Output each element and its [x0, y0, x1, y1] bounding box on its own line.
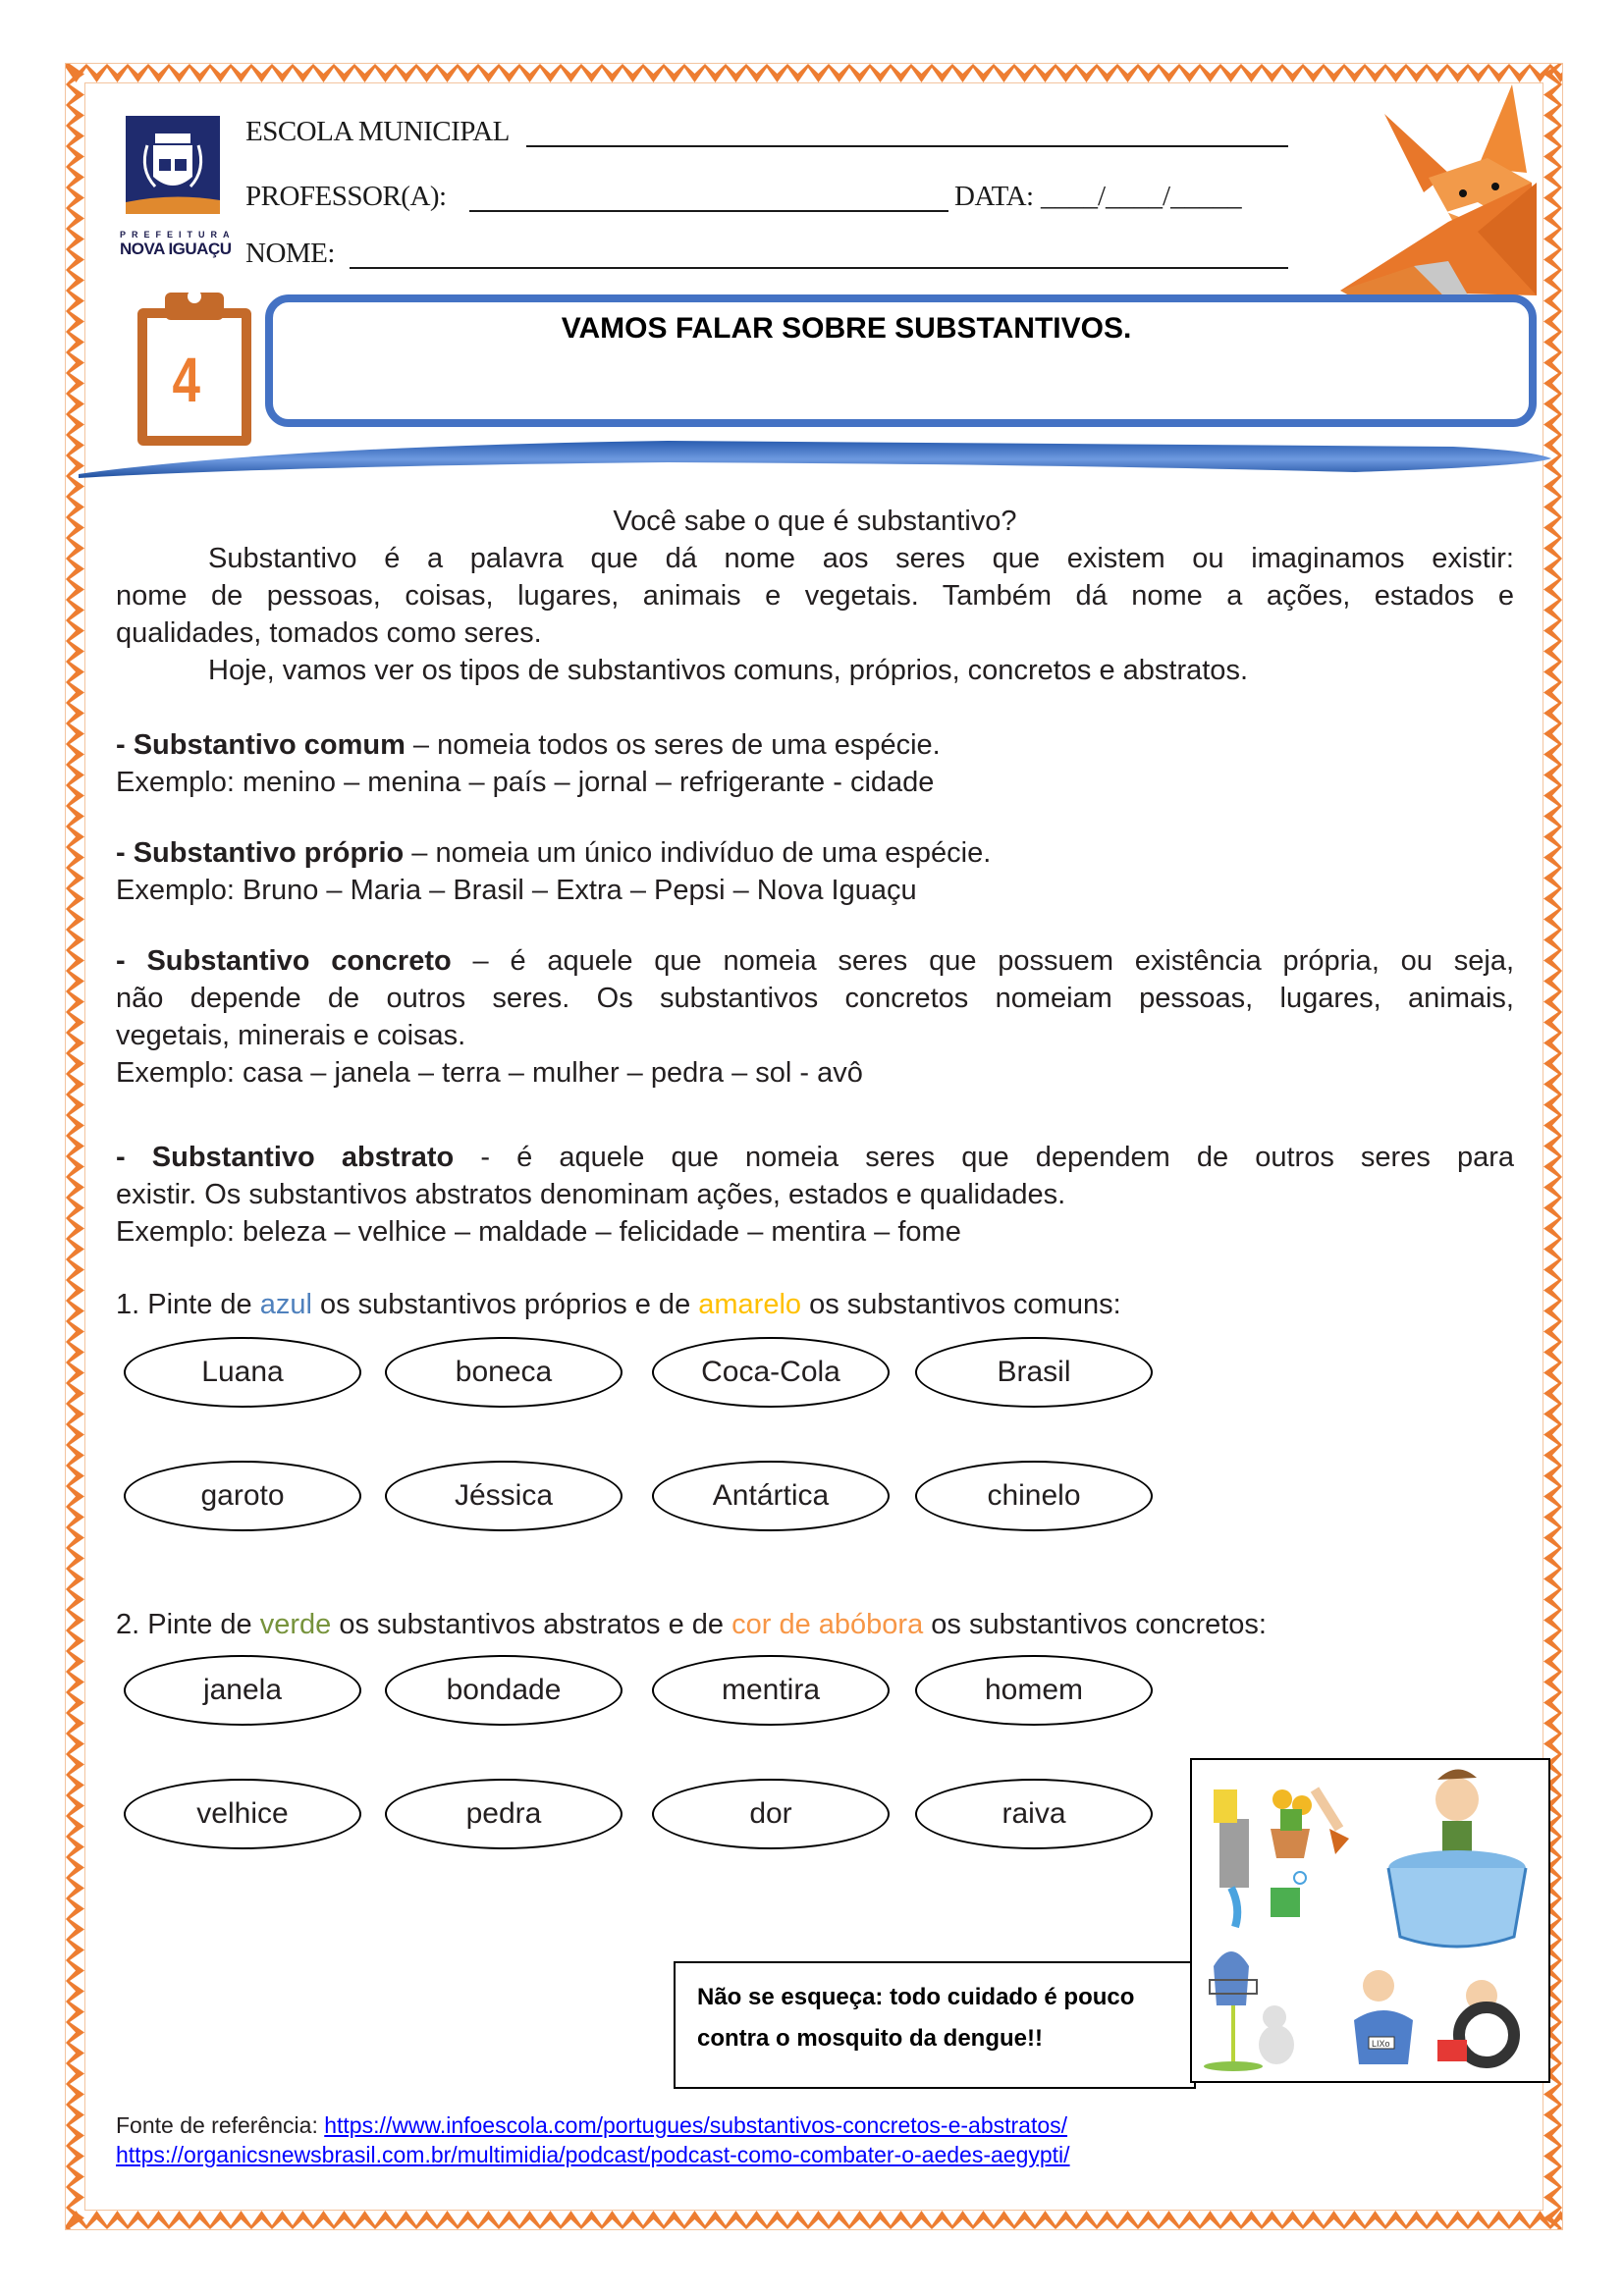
- city-crest-logo: [126, 116, 220, 224]
- word-oval-chinelo[interactable]: chinelo: [915, 1461, 1153, 1531]
- name-field-line[interactable]: [350, 267, 1288, 269]
- word-oval-janela[interactable]: janela: [124, 1655, 361, 1726]
- word-oval-brasil[interactable]: Brasil: [915, 1337, 1153, 1408]
- reference-link-infoescola[interactable]: https://www.infoescola.com/portugues/substantivos-concretos-e-abstratos/: [324, 2112, 1068, 2138]
- dengue-warning-box: [674, 1961, 1196, 2089]
- name-label: NOME:: [245, 238, 335, 269]
- teacher-label: PROFESSOR(A):: [245, 181, 447, 212]
- school-label: ESCOLA MUNICIPAL: [245, 116, 510, 147]
- color-word-azul: azul: [259, 1289, 312, 1320]
- references: [116, 2110, 1070, 2169]
- type-abstrato-term: - Substantivo abstrato: [116, 1142, 455, 1173]
- dengue-prevention-illustration: [1190, 1758, 1550, 2083]
- word-oval-mentira[interactable]: mentira: [652, 1655, 890, 1726]
- blue-swoosh-divider: [79, 437, 1551, 491]
- type-concreto-definition-2: não depende de outros seres. Os substantivos concretos nomeiam pessoas, lugares, animais,: [116, 983, 1514, 1014]
- color-word-abobora: cor de abóbora: [731, 1609, 924, 1640]
- color-word-amarelo: amarelo: [698, 1289, 802, 1320]
- origami-fox-illustration: [1330, 84, 1542, 315]
- zigzag-border-bottom: [66, 2211, 1562, 2229]
- type-comum-term: - Substantivo comum: [116, 729, 406, 761]
- teacher-field-line[interactable]: [469, 210, 948, 212]
- word-oval-coca-cola[interactable]: Coca-Cola: [652, 1337, 890, 1408]
- type-proprio-example: Exemplo: Bruno – Maria – Brasil – Extra – Pepsi – Nova Iguaçu: [116, 875, 917, 906]
- word-oval-garoto[interactable]: garoto: [124, 1461, 361, 1531]
- dengue-prevention-cartoons-icon: [1192, 1760, 1548, 2081]
- zigzag-border-top: [66, 64, 1562, 82]
- activity-number: 4: [172, 345, 201, 415]
- date-label: DATA:: [954, 181, 1034, 212]
- word-oval-velhice[interactable]: velhice: [124, 1779, 361, 1849]
- word-oval-dor[interactable]: dor: [652, 1779, 890, 1849]
- dengue-warning-line-2: contra o mosquito da dengue!!: [697, 2025, 1043, 2052]
- reference-link-organicsnews[interactable]: https://organicsnewsbrasil.com.br/multimidia/podcast/podcast-como-combater-o-aedes-aegypti/: [116, 2142, 1070, 2167]
- type-concreto-definition-3: vegetais, minerais e coisas.: [116, 1020, 466, 1051]
- word-oval-raiva[interactable]: raiva: [915, 1779, 1153, 1849]
- word-oval-boneca[interactable]: boneca: [385, 1337, 623, 1408]
- word-oval-luana[interactable]: Luana: [124, 1337, 361, 1408]
- references-label: Fonte de referência:: [116, 2112, 325, 2138]
- type-comum-example: Exemplo: menino – menina – país – jornal – refrigerante - cidade: [116, 767, 935, 798]
- logo-caption-city: NOVA IGUAÇU: [120, 240, 232, 258]
- school-field-line[interactable]: [526, 145, 1288, 147]
- type-proprio-term: - Substantivo próprio: [116, 837, 405, 869]
- logo-caption-prefeitura: PREFEITURA: [120, 230, 236, 240]
- type-concreto-term: - Substantivo concreto: [116, 945, 452, 977]
- word-oval-jessica[interactable]: Jéssica: [385, 1461, 623, 1531]
- date-field[interactable]: ____/____/_____: [1041, 181, 1242, 212]
- word-oval-homem[interactable]: homem: [915, 1655, 1153, 1726]
- type-concreto-definition-1: - Substantivo concreto – é aquele que nomeia seres que possuem existência própria, ou seja,: [116, 945, 1514, 977]
- word-oval-antartica[interactable]: Antártica: [652, 1461, 890, 1531]
- type-concreto-example: Exemplo: casa – janela – terra – mulher – pedra – sol - avô: [116, 1057, 863, 1089]
- today-text: Hoje, vamos ver os tipos de substantivos comuns, próprios, concretos e abstratos.: [208, 655, 1248, 686]
- definition-line-2: nome de pessoas, coisas, lugares, animais e vegetais. Também dá nome a ações, estados e: [116, 580, 1514, 612]
- lixo-label: LIXo: [1372, 2039, 1390, 2049]
- page-title: VAMOS FALAR SOBRE SUBSTANTIVOS.: [561, 312, 1132, 345]
- word-oval-bondade[interactable]: bondade: [385, 1655, 623, 1726]
- type-abstrato-definition-1: - Substantivo abstrato - é aquele que nomeia seres que dependem de outros seres para: [116, 1142, 1514, 1173]
- definition-line-3: qualidades, tomados como seres.: [116, 617, 542, 649]
- intro-question: Você sabe o que é substantivo?: [613, 506, 1017, 537]
- color-word-verde: verde: [259, 1609, 332, 1640]
- exercise-2-instruction: 2. Pinte de verde os substantivos abstratos e de cor de abóbora os substantivos concretos:: [116, 1609, 1267, 1640]
- word-oval-pedra[interactable]: pedra: [385, 1779, 623, 1849]
- type-proprio-definition: - Substantivo próprio – nomeia um único indivíduo de uma espécie.: [116, 837, 992, 869]
- dengue-warning-line-1: Não se esqueça: todo cuidado é pouco: [697, 1984, 1135, 2010]
- type-abstrato-example: Exemplo: beleza – velhice – maldade – felicidade – mentira – fome: [116, 1216, 961, 1248]
- type-comum-definition: - Substantivo comum – nomeia todos os seres de uma espécie.: [116, 729, 941, 761]
- zigzag-border-left: [66, 64, 84, 2229]
- definition-line-1: Substantivo é a palavra que dá nome aos seres que existem ou imaginamos existir:: [208, 543, 1514, 574]
- type-abstrato-definition-2: existir. Os substantivos abstratos denominam ações, estados e qualidades.: [116, 1179, 1066, 1210]
- exercise-1-instruction: 1. Pinte de azul os substantivos próprios e de amarelo os substantivos comuns:: [116, 1289, 1121, 1320]
